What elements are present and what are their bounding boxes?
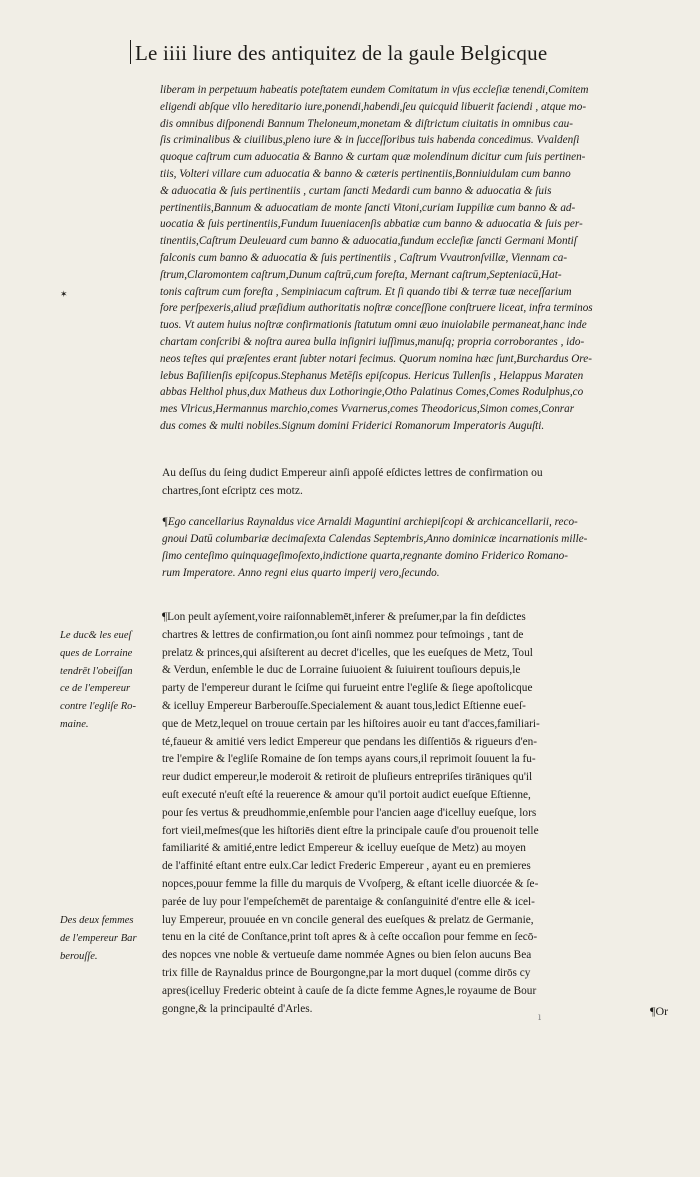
text-line: fort vieil,meſmes(que les hiſtoriēs dient eſtre la principale cauſe d'ou prouenoit telle [162, 824, 539, 837]
text-line: tre l'empire & l'egliſe Romaine de ſon temps ayans cours,il reprimoit ſouuent la fu- [162, 753, 536, 766]
charter-line: lebus Baſilienſis epiſcopus.Stephanus Metēſis epiſcopus. Hericus Tullenſis , Helappus Maraten [160, 369, 584, 382]
margin-note-line: contre l'egliſe Ro- [60, 701, 137, 713]
text-line: tenu en la cité de Conſtance,print toſt apres & à ceſte occaſion pour femme en ſecō- [162, 931, 538, 944]
charter-line: & aduocatia & ſuis pertinentiis , curtam ſancti Medardi cum banno & aduocatia & ſuis [160, 184, 552, 197]
asterisk-mark-icon: ✶ [60, 290, 68, 300]
text-line: nopces,pouur femme la fille du marquis de Vvoſperg, & eſtant icelle diuorcée & ſe- [162, 877, 539, 890]
formula-line: ſimo centeſimo quinquageſimoſexto,indictione quarta,regnante domino Friderico Romano- [162, 550, 568, 562]
running-head [130, 40, 680, 66]
text-line: pour ſes vertus & preudhommie,enſemble pour l'ancien aage d'icelluy eueſque, lors [162, 806, 537, 819]
catchword: ¶Or [650, 1004, 669, 1018]
text-line: chartres & lettres de confirmation,ou ſont ainſi nommez pour teſmoings , tant de [162, 628, 524, 641]
charter-line: ſtrum,Claromontem caſtrum,Dunum caſtrū,cum foreſta, Mernant caſtrum,Septeniacū,Hat- [160, 268, 562, 281]
charter-line: tonis caſtrum cum foreſta , Sempiniacum caſtrum. Et ſi quando tibi & terræ tuæ neceſſarium [160, 285, 572, 298]
charter-line: chartam conſcribi & noſtra aurea bulla inſigniri iuſſimus,manuſq; propria corroborantes , ido- [160, 335, 585, 348]
margin-note-line: tendrēt l'obeiſſan [60, 665, 133, 677]
charter-line: uocatia & ſuis pertinentiis,Fundum Iuueniacenſis abbatiæ cum banno & aduocatia & ſuis per- [160, 218, 583, 231]
seal-note [162, 465, 684, 500]
charter-line: tiis, Volteri villare cum aduocatia & banno & cæteris pertinentiis,Bonniuidulam cum banno [160, 167, 571, 180]
margin-note-lorraine [60, 627, 160, 734]
formula-line: ¶Ego cancellarius Raynaldus vice Arnaldi Maguntini archiepiſcopi & archicancellarii, reco- [162, 516, 578, 528]
text-line: luy Empereur, prouuée en vn concile general des eueſques & prelatz de Germanie, [162, 913, 534, 926]
charter-line: tinentiis,Caſtrum Deuleuard cum banno & aduocatia,fundum eccleſiæ ſancti Germani Montiſ [160, 235, 577, 248]
text-line: trix fille de Raynaldus prince de Bourgongne,par la mort duquel (comme dirōs cy [162, 966, 531, 979]
text-line: gongne,& la principaulté d'Arles. [162, 1002, 313, 1015]
text-line: party de l'empereur durant le ſciſme qui furueint entre l'egliſe & ſiege apoſtolicque [162, 682, 533, 695]
charter-line: neos teſtes qui præſentes erant ſubter notari fecimus. Quorum nomina hæc ſunt,Burchardus Ore- [160, 352, 592, 365]
margin-note-line: maine. [60, 718, 89, 730]
text-line: & icelluy Empereur Barberouſſe.Specialement & auant tous,ledict Eſtienne eueſ- [162, 699, 526, 712]
charter-line: dis omnibus diſponendi Bannum Theloneum,monetam & diſtrictum ciuitatis in omnibus cau- [160, 117, 573, 130]
main-text [162, 609, 684, 1018]
charter-line: falconis cum banno & aduocatia & ſuis pertinentiis , Caſtrum Vvautronſvillæ, Viennam ca- [160, 251, 568, 264]
charter-line: mes Vlricus,Hermannus marchio,comes Vvarnerus,comes Theodoricus,Simon comes,Conrar [160, 403, 575, 416]
charter-line: fore perſpexeris,aliud præſidium authoritatis noſtræ conceſſione conſtruere liceat, infra terminos [160, 302, 593, 315]
charter-line: eligendi abſque vllo hereditario iure,ponendi,habendi,ſeu quicquid libuerit faciendi , atque mo- [160, 100, 587, 113]
charter-line: abbas Helthol phus,dux Matheus dux Lothoringie,Otho Palatinus Comes,Comes Rodulphus,co [160, 386, 584, 399]
margin-note-line: Le duc& les eueſ [60, 630, 132, 641]
charter-line: ſis criminalibus & ciuilibus,pleno iure & in ſucceſſoribus tuis habenda concedimus. Vvaldenſi [160, 134, 580, 147]
margin-note-line: de l'empereur Bar [60, 932, 137, 944]
margin-note-line: ce de l'empereur [60, 683, 131, 695]
text-line: que de Metz,lequel on trouue certain par les hiſtoires auoir eu tant d'acces,familiari- [162, 717, 540, 730]
margin-note-line: berouſſe. [60, 950, 98, 962]
stray-mark: ı [538, 1012, 542, 1023]
charter-line: dus comes & multi nobiles.Signum domini Friderici Romanorum Imperatoris Auguſti. [160, 419, 545, 432]
charter-line: tuos. Vt autem huius noſtræ confirmationis ſtatutum omni æuo inuiolabile permaneat,hanc inde [160, 319, 587, 332]
charter-line: liberam in perpetuum habeatis poteſtatem eundem Comitatum in vſus eccleſiæ tenendi,Comitem [160, 84, 589, 96]
margin-note-line: ques de Lorraine [60, 647, 133, 659]
text-line: reur dudict empereur,le moderoit & retiroit de pluſieurs entrepriſes tirāniques qu'il [162, 771, 533, 784]
formula-line: rum Imperatore. Anno regni eius quarto imperij vero,ſecundo. [162, 567, 440, 579]
text-line: té,faueur & amitié vers ledict Empereur que pendans les diſſentiōs & rigueurs d'en- [162, 735, 538, 748]
formula-line: gnoui Datū columbariæ decimaſexta Calendas Septembris,Anno dominicæ incarnationis mille- [162, 533, 588, 545]
text-line: apres(icelluy Frederic obteint à cauſe de ſa dicte femme Agnes,le royaume de Bour [162, 984, 537, 997]
running-head-text: Le iiii liure des antiquitez de la gaule Belgicque [135, 41, 548, 65]
latin-charter [160, 82, 684, 435]
seal-note-line: chartres,ſont eſcriptz ces motz. [162, 484, 303, 497]
text-line: euſt executé n'euſt eſté la reuerence & amour qu'il portoit audict eueſque Eſtienne, [162, 788, 531, 801]
text-line: parée de luy pour l'empeſchemēt de parentaige & conſanguinité d'entre elle & icel- [162, 895, 535, 908]
text-line: familiarité & amitié,entre ledict Empereur & icelluy eueſque de Metz) au moyen [162, 842, 526, 855]
text-line: des nopces vne noble & vertueuſe dame nommée Agnes ou bien ſelon aucuns Bea [162, 949, 532, 962]
charter-line: pertinentiis,Bannum & aduocatiam de monte ſancti Vitoni,curiam Iuppiliæ cum banno & ad- [160, 201, 576, 214]
text-line: prelatz & princes,qui aſsiſterent au decret d'icelles, que les eueſques de Metz, Toul [162, 646, 533, 659]
text-line: ¶Lon peult ayſement,voire raiſonnablemēt,inferer & preſumer,par la fin deſdictes [162, 611, 526, 623]
margin-note-line: Des deux femmes [60, 915, 134, 926]
head-rule [130, 40, 131, 64]
charter-line: quoque caſtrum cum aduocatia & Banno & curtam quæ molendinum dicitur cum ſuis pertinen- [160, 151, 586, 164]
seal-note-line: Au deſſus du ſeing dudict Empereur ainſi appoſé eſdictes lettres de confirmation ou [162, 467, 543, 479]
margin-note-two-wives [60, 912, 160, 965]
text-line: & Verdun, enſemble le duc de Lorraine ſuiuoient & ſuiuirent touſiours depuis,le [162, 664, 521, 677]
chancellor-formula [162, 514, 684, 582]
text-line: de l'affinité eſtant entre eulx.Car ledict Frederic Empereur , ayant eu en premieres [162, 860, 531, 873]
